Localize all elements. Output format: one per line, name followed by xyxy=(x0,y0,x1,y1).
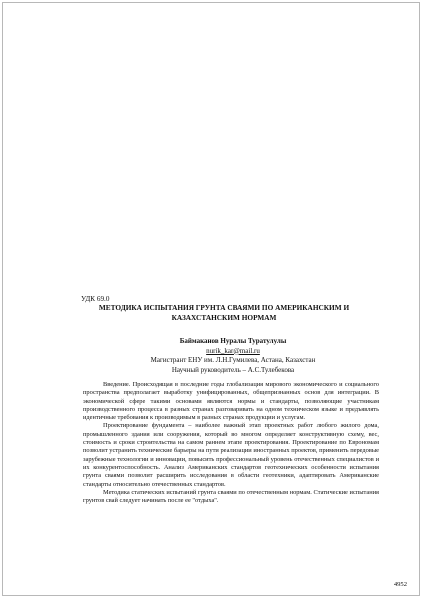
author-name: Баймаканов Нуралы Туратулулы xyxy=(179,337,287,345)
paper-title-line-1: МЕТОДИКА ИСПЫТАНИЯ ГРУНТА СВАЯМИ ПО АМЕРИКАНСКИМ И xyxy=(98,303,350,312)
author-email-link[interactable]: nurik_kar@mail.ru xyxy=(206,346,260,355)
paragraph-foundation-design: Проектирование фундамента – наиболее важный этап проектных работ любого жилого дома, промышленного здания или сооружения, который во многом определяет конструктивную схему, вес, стоимость и сроки строительства на самом раннем этапе проектирования. Проектирование по Еврономам позволит устранить технические барьеры на пути реализации иностранных проектов, применить передовые зарубежные технологии и инновации, повысить профессиональный уровень отечественных специалистов и их конкурентоспособность. Анализ Американских стандартов геотехнических особенности испытания грунта сваями позволит расширить исследования в области геотехники, адаптировать Американские стандарты относительно отечественных стандартов. xyxy=(83,422,379,488)
page-number: 4952 xyxy=(393,581,407,588)
paragraph-introduction: Введение. Происходящая в последние годы глобализация мирового экономического и социального пространства предполагает выработку унифицированных, общепризнанных основ для интеграции. В экономической сфере такими основами являются нормы и стандарты, позволяющие участникам производственного процесса в разных странах разговаривать на одном техническом языке и предъявлять идентичные требования к производимым в разных странах продукции и услугам. xyxy=(83,381,379,422)
document-page xyxy=(2,2,420,596)
body-text xyxy=(83,381,379,505)
author-block xyxy=(93,337,373,375)
paper-title-line-2: КАЗАХСТАНСКИМ НОРМАМ xyxy=(171,313,277,322)
udk-code: УДК 69.0 xyxy=(81,295,110,303)
paragraph-static-testing: Методика статических испытаний грунта сваями по отечественным нормам. Статические испытания грунтов свай следует начинать после ее "отдыха". xyxy=(83,488,379,505)
author-affiliation: Магистрант ЕНУ им. Л.Н.Гумилева, Астана, Казахстан xyxy=(150,356,316,365)
paper-title xyxy=(73,303,375,323)
supervisor: Научный руководитель – А.С.Тулебекова xyxy=(171,365,295,374)
